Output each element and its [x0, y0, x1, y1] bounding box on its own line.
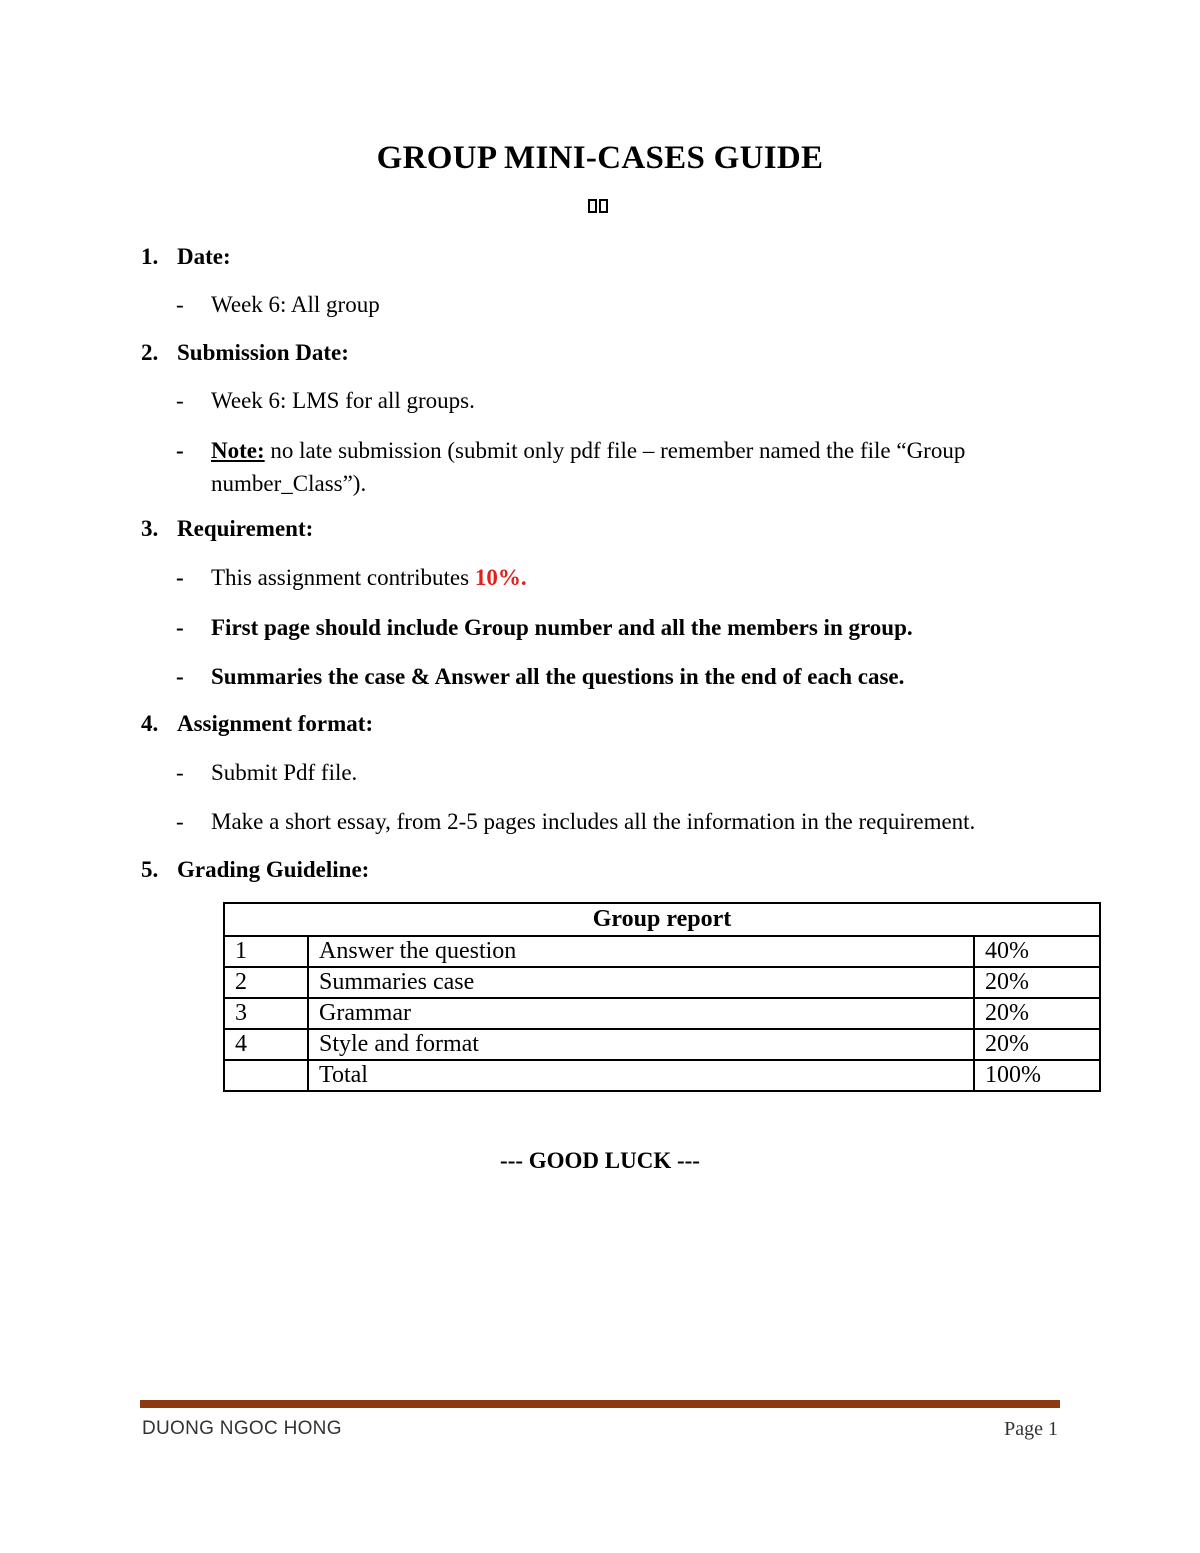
table-row-total: Total 100% — [224, 1060, 1100, 1091]
section-heading-date: 1. Date: — [141, 244, 231, 269]
table-row: 2 Summaries case 20% — [224, 967, 1100, 998]
footer-divider — [140, 1400, 1060, 1408]
footer-author: DUONG NGOC HONG — [142, 1418, 342, 1439]
section-heading-requirement: 3. Requirement: — [141, 516, 314, 541]
table-row: 1 Answer the question 40% — [224, 936, 1100, 967]
document-page: GROUP MINI-CASES GUIDE 1. Date: - Week 6: All group 2. Submission Date: - Week 6: LMS for all groups. - Note: no late submission (submit only pdf file – remember named the file “Group number_Class”). 3. Requirement: - This assignment contributes 10%. - First page should include Group number and all the members in group. - Summaries the case & Answer all the questions in the end of each case. 4. Assignment format: - Submit Pdf file. - Make a short essay, from 2-5 pages includes all the information in the requirement. 5. Grading Guideline: Group report 1 Answer the question 40% 2 Summaries case 20% 3 Grammar 20% 4 Style and format 20% Total 100% --- GOOD LUCK --- DUONG NGOC HONG Page 1 — [0, 0, 1200, 1553]
table-header-row — [224, 903, 1100, 936]
table-row: 3 Grammar 20% — [224, 998, 1100, 1029]
table-row: 4 Style and format 20% — [224, 1029, 1100, 1060]
section-heading-grading-guideline: 5. Grading Guideline: — [141, 857, 370, 882]
section-heading-submission-date: 2. Submission Date: — [141, 340, 349, 365]
grading-table — [223, 902, 1101, 1092]
percentage-highlight: 10%. — [474, 565, 527, 590]
page-title: GROUP MINI-CASES GUIDE — [376, 140, 824, 176]
note-label: Note: — [211, 438, 265, 463]
section-heading-assignment-format: 4. Assignment format: — [141, 711, 374, 736]
decorative-icon — [588, 199, 612, 221]
table-header: Group report — [224, 903, 1100, 936]
footer-page-number: Page 1 — [1004, 1418, 1058, 1440]
closing-text: --- GOOD LUCK --- — [500, 1148, 700, 1173]
